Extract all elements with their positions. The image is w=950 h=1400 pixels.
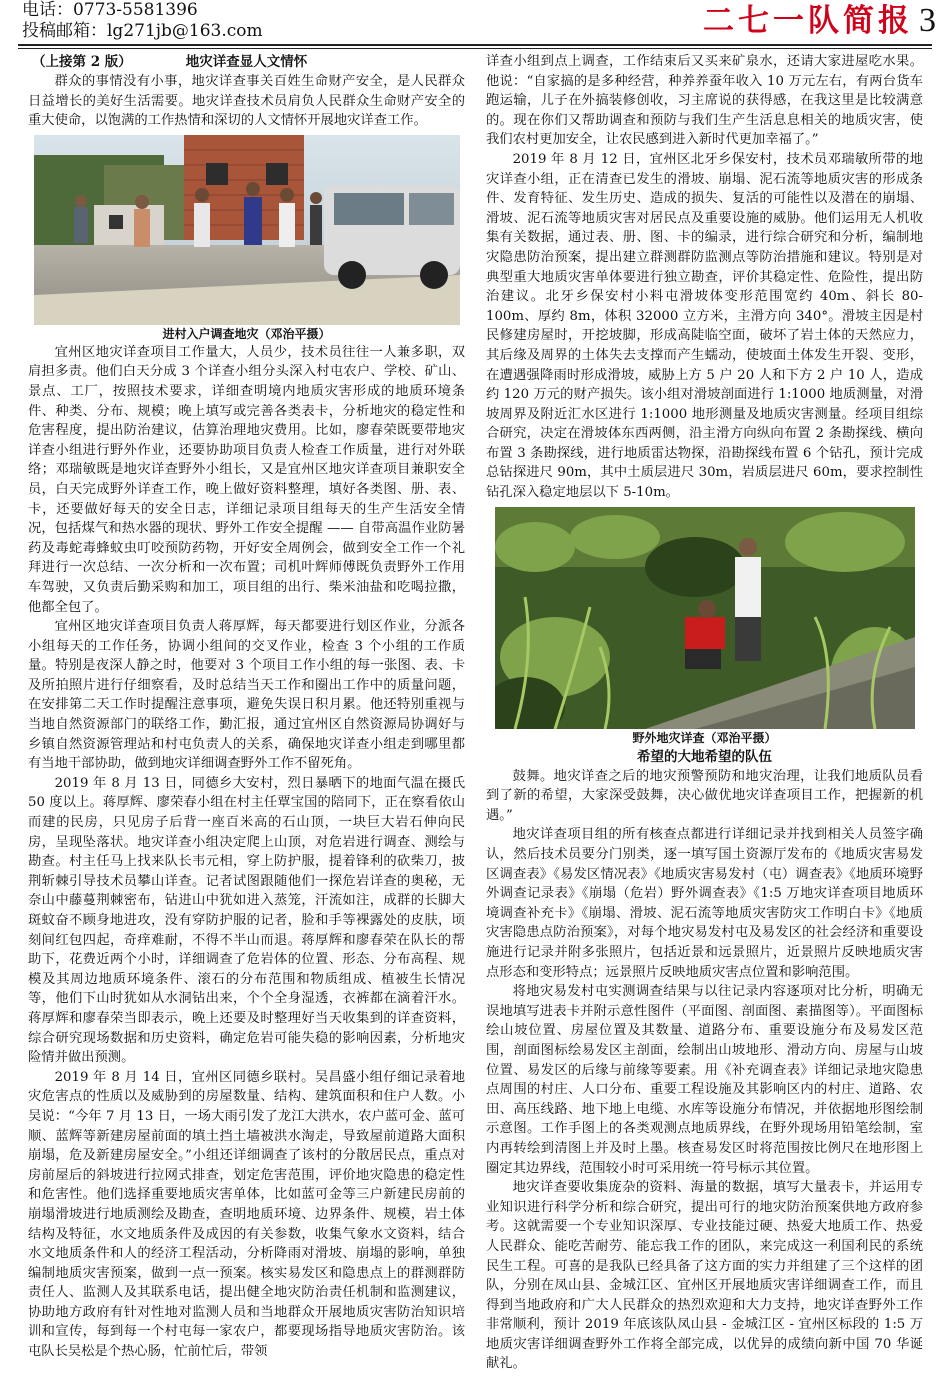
right-paragraph-1: 详查小组到点上调查，工作结束后又买来矿泉水，还请大家进屋吃水果。他说：“自家搞的是多种经营，种养养蚕年收入 10 万元左右，有两台货车跑运输，儿子在外搞装修创收，习主席说的获得感，在我这里是比较满意的。现在你们又帮助调查和预防与我们生产生活息息相关的地质灾害，使我们农村更加安全，让农民感到进入新时代更加幸福了。” bbox=[486, 54, 923, 148]
photo-village-survey bbox=[34, 135, 460, 325]
photo-field-survey bbox=[495, 507, 915, 729]
article2-title: 希望的大地希望的队伍 bbox=[637, 748, 772, 765]
article1-paragraph-3: 宜州区地灾详查项目负责人蒋厚辉，每天都要进行划区作业，分派各小组每天的工作任务，协调小组间的交叉作业，检查 3 个小组的工作质量。特别是夜深人静之时，他要对 3 个项目工作小组的每一张图、表、卡及所拍照片进行仔细察看，及时总结当天工作和圈出工作中的质量问题，在安排第二天工作时提醒注意事项，避免失误日积月累。他还特别重视与当地自然资源部门的联络工作，勤汇报，通过宜州区自然资源局协调好与乡镇自然资源管理站和村屯负责人的关系，确保地灾详查小组走到哪里都有当地干部协助，做到地灾详细调查野外工作不留死角。 bbox=[28, 619, 465, 772]
continued-note: （上接第 2 版） bbox=[32, 54, 132, 70]
email-line: 投稿邮箱：lg271jb@163.com bbox=[22, 21, 263, 41]
page-header bbox=[0, 0, 950, 44]
left-column bbox=[28, 52, 465, 1392]
article1-title: 地灾详查显人文情怀 bbox=[185, 54, 308, 70]
article1-heading bbox=[28, 52, 465, 72]
article1-paragraph-1: 群众的事情没有小事，地灾详查事关百姓生命财产安全，是人民群众日益增长的美好生活需要。地灾详查技术员肩负人民群众生命财产安全的重大使命，以饱满的工作热情和深切的人文情怀开展地灾详查工作。 bbox=[28, 74, 465, 129]
photo1-caption: 进村入户调查地灾（邓治平摄） bbox=[162, 326, 331, 341]
article2-paragraph-3: 将地灾易发村屯实测调查结果与以往记录内容逐项对比分析，明确无误地填写进表卡并附示意性图件（平面图、剖面图、素描图等）。平面图标绘山坡位置、房屋位置及其数量、道路分布、重要设施分布及易发区范围，剖面图标绘易发区主剖面，绘制出山坡地形、滑动方向、房屋与山坡位置、易发区的后缘与前缘等要素。用《补充调查表》详细记录地灾隐患点周围的村庄、人口分布、重要工程设施及其影响区内的村庄、道路、农田、高压线路、地下地上电缆、水库等设施分布情况，并依据地形图绘制示意图。工作手图上的各类观测点地质界线，在野外现场用铅笔绘制，室内再转绘到清图上并及时上墨。核查易发区时将范围按比例尺在地形图上圈定其边界线，范围较小时可采用统一符号标示其位置。 bbox=[486, 984, 923, 1176]
photo-village-survey-image bbox=[34, 135, 460, 325]
right-paragraph-2: 2019 年 8 月 12 日，宜州区北牙乡保安村，技术员邓瑞敏所带的地灾详查小组，正在清查已发生的滑坡、崩塌、泥石流等地质灾害的形成条件、发育特征、发生历史、造成的损失、复活的可能性以及潜在的崩塌、滑坡、泥石流等地质灾害对居民点及重要设施的威胁。他们运用无人机收集有关数据，通过表、册、图、卡的编录，进行综合研究和分析，编制地灾隐患防治预案，提出建立群测群防监测点等防治措施和建议。特别是对典型重大地质灾害单体要进行独立勘查，评价其稳定性、危险性，提出防治建议。北牙乡保安村小料屯滑坡体变形范围宽约 40m、斜长 80-100m、厚约 8m，体积 32000 立方米，主滑方向 340°。滑坡主因是村民修建房屋时，开挖坡脚，形成高陡临空面，破坏了岩土体的天然应力，其后缘及周界的土体失去支撑而产生蠕动，使坡面土体发生开裂、变形，在遭遇强降雨时形成滑坡，威胁上方 5 户 20 人和下方 2 户 10 人，造成约 120 万元的财产损失。该小组对滑坡剖面进行 1:1000 地质测量，对滑坡周界及附近汇水区进行 1:1000 地形测量及地质灾害测量。经项目组综合研究，决定在滑坡体东西两侧，沿主滑方向纵向布置 2 条勘探线、横向布置 3 条勘探线，进行地质雷达物探，沿勘探线布置 6 个钻孔，预计完成总钻探进尺 90m，其中土质层进尺 30m，岩质层进尺 60m，要求控制性钻孔深入稳定地层以下 5-10m。 bbox=[486, 151, 923, 501]
right-column bbox=[486, 52, 923, 1392]
newsletter-name: 二七一队简报 bbox=[703, 3, 913, 39]
article2-paragraph-1: 鼓舞。地灾详查之后的地灾预警预防和地灾治理，让我们地质队员看到了新的希望，大家深受鼓舞，决心做优地灾详查项目工作，把握新的机遇。” bbox=[486, 768, 923, 823]
article1-paragraph-5: 2019 年 8 月 14 日，宜州区同德乡联村。吴昌盛小组仔细记录着地灾危害点的性质以及威胁到的房屋数量、结构、建筑面积和住户人数。小吴说：“今年 7 月 13 日，一场大雨引发了龙江大洪水，农户蓝可金、蓝可顺、蓝辉等新建房屋前面的填土挡土墙被洪水淘走，导致屋前道路大面积崩塌，危及新建房屋安全。”小组还详细调查了该村的分散居民点，重点对房前屋后的斜坡进行拉网式排查，划定危害范围，评价地灾隐患的稳定性和危害性。他们选择重要地质灾害单体，比如蓝可金等三户新建民房前的崩塌滑坡进行地质测绘及勘查，查明地质环境、边界条件、规模，岩土体结构及特征，水文地质条件及成因的有关参数，收集气象水文资料，结合水文地质条件和人的经济工程活动，分析降雨对滑坡、崩塌的影响，单独编制地质灾害预案，做到一点一预案。核实易发区和隐患点上的群测群防责任人、监测人及其联系电话，提出健全地灾防治责任机制和监测建议，协助地方政府有针对性地对监测人员和当地群众开展地质灾害防治知识培训和宣传，每到每一个村屯每一家农户，都要现场指导地质灾害防治。该屯队长吴松是个热心肠，忙前忙后，带领 bbox=[28, 1069, 465, 1360]
phone-line: 电话：0773-5581396 bbox=[22, 0, 198, 20]
article1-paragraph-4: 2019 年 8 月 13 日，同德乡大安村，烈日暴晒下的地面气温在摄氏 50 度以上。蒋厚辉、廖荣春小组在村主任覃宝国的陪同下，正在察看依山而建的民房，只见房子后背一座百米高的石山顶，一块巨大岩石伸向民房，呈现坠落状。地灾详查小组决定爬上山顶，对危岩进行调查、测绘与勘查。村主任马上找来队长韦元相，穿上防护服，提着锋利的砍柴刀，披荆斩棘引导技术员攀山详查。记者试图跟随他们一探危岩详查的奥秘，无奈山中藤蔓荆棘密布，钻进山中犹如进入蒸笼，汗流如注，成群的长脚大斑蚊奋不顾身地进攻，没有穿防护服的记者，脸和手等裸露处的皮肤，顷刻间红包四起，奇痒难耐，不得不半山而退。蒋厚辉和廖春荣在队长的帮助下，花费近两个小时，详细调查了危岩体的位置、形态、分布高程、规模及其周边地质环境条件、滚石的分布范围和物质组成、植被生长情况等，他们下山时犹如从水洞钻出来，个个全身湿透，衣裤都在滴着汗水。蒋厚辉和廖春荣当即表示，晚上还要及时整理好当天收集到的详查资料，综合研究现场数据和历史资料，确定危岩可能失稳的影响因素，分析地灾险情并做出预测。 bbox=[28, 775, 465, 1066]
article2-paragraph-2: 地灾详查项目组的所有核查点都进行详细记录并找到相关人员签字确认，然后技术员要分门别类，逐一填写国土资源厅发布的《地质灾害易发区调查表》《易发区情况表》《地质灾害易发村（屯）调查表》《地质环境野外调查记录表》《崩塌（危岩）野外调查表》《1:5 万地灾详查项目地质环境调查补充卡》《崩塌、滑坡、泥石流等地质灾害防灾工作明白卡》《地质灾害隐患点防治预案》，对每个地灾易发村屯及易发区的社会经济和重要设施进行记录并附多张照片，包括近景和远景照片，近景照片反映地质灾害点形态和变形特点；远景照片反映地质灾害点位置和影响范围。 bbox=[486, 827, 923, 980]
article2-paragraph-4: 地灾详查要收集庞杂的资料、海量的数据，填写大量表卡，并运用专业知识进行科学分析和综合研究，提出可行的地灾防治预案供地方政府参考。这就需要一个专业知识深厚、专业技能过硬、热爱大地质工作、热爱人民群众、能吃苦耐劳、能忘我工作的团队，来完成这一利国利民的系统民生工程。可喜的是我队已经具备了这方面的实力并组建了三个这样的团队，分别在凤山县、金城江区、宜州区开展地质灾害详细调查工作，而且得到当地政府和广大人民群众的热烈欢迎和大力支持，地灾详查野外工作非常顺利，预计 2019 年底该队凤山县 - 金城江区 - 宜州区标段的 1:5 万地质灾害详细调查野外工作将全部完成，以优异的成绩向新中国 70 华诞献礼。 bbox=[486, 1180, 923, 1372]
masthead bbox=[703, 0, 936, 40]
header-rule bbox=[18, 44, 932, 49]
photo2-caption: 野外地灾详查（邓治平摄） bbox=[632, 730, 777, 745]
contact-info bbox=[22, 0, 263, 42]
photo-field-survey-image bbox=[495, 507, 915, 729]
article1-paragraph-2: 宜州区地灾详查项目工作量大，人员少，技术员往往一人兼多职，双肩担多责。他们白天分成 3 个详查小组分头深入村屯农户、学校、矿山、景点、工厂，按照技术要求，详细查明境内地质灾害形成的地质环境条件、种类、分布、规模；晚上填写或完善各类表卡，分析地灾的稳定性和危害程度，提出防治建议，估算治理地灾费用。比如，廖春荣既要带地灾详查小组进行野外作业，还要协助项目负责人检查工作质量，进行对外联络；邓瑞敏既是地灾详查野外小组长，又是宜州区地灾详查项目兼职安全员，白天完成野外详查工作，晚上做好资料整理，填好各类图、册、表、卡，还要做好每天的安全日志，详细记录项目组每天的生产生活安全情况，包括煤气和热水器的现状、野外工作安全提醒 —— 自带高温作业防暑药及毒蛇毒蜂蚊虫叮咬预防药物，开好安全周例会，做到安全工作一个礼拜进行一次总结、一次分析和一次布置；司机叶辉师傅既负责野外工作用车驾驶，又负责后勤采购和加工，项目组的出行、柴米油盐和吃喝拉撒，他都全包了。 bbox=[28, 344, 465, 615]
page-number: 3 bbox=[919, 2, 936, 39]
